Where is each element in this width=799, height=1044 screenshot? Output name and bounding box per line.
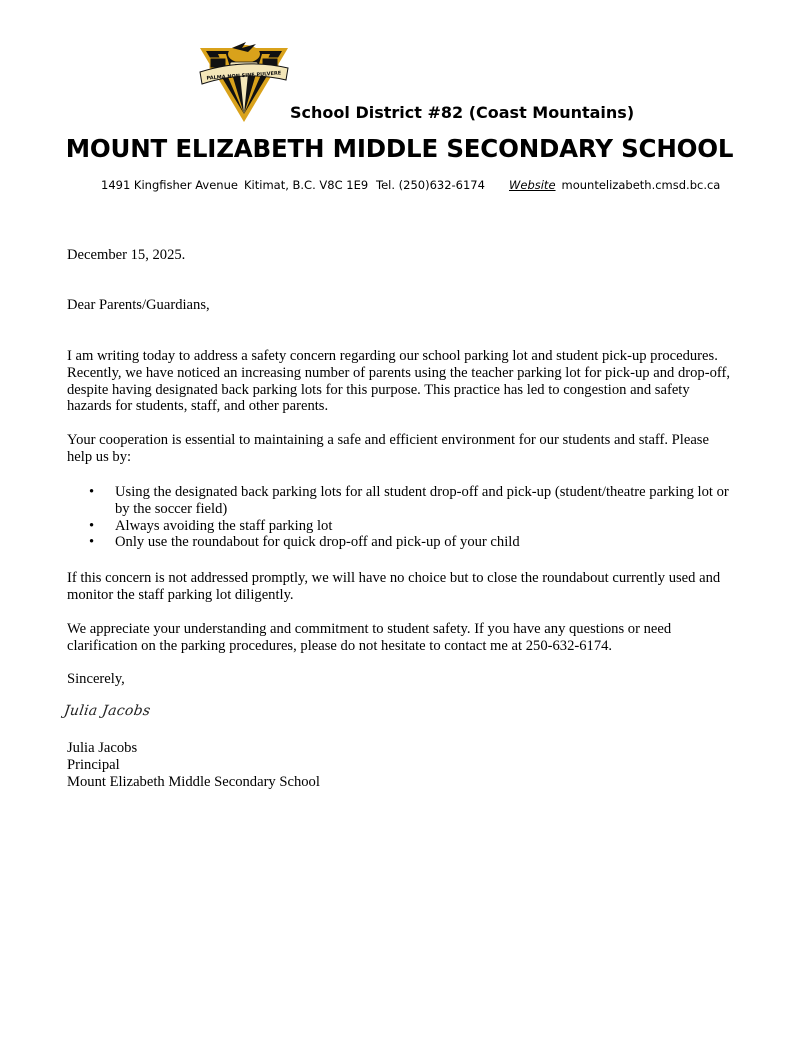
letter-date: December 15, 2025. xyxy=(67,247,186,263)
list-item xyxy=(67,484,737,518)
paragraph-intro: I am writing today to address a safety concern regarding our school parking lot and student pick-up procedures. Recently, we have noticed an increasing number of parents using the teacher parking lot for pick-up and drop-off, despite having designated back parking lots for this purpose. This practice has led to congestion and safety hazards for students, staff, and other parents. xyxy=(67,348,730,415)
svg-text:PALMA NON SINE PULVERE: PALMA NON SINE PULVERE xyxy=(206,70,282,82)
list-item-text: Using the designated back parking lots for all student drop-off and pick-up (student/theatre parking lot or by the soccer field) xyxy=(115,484,729,517)
bullet-icon: • xyxy=(89,534,95,551)
list-item-text: Always avoiding the staff parking lot xyxy=(115,517,333,534)
list-item xyxy=(67,534,737,551)
city-postal: Kitimat, B.C. V8C 1E9 xyxy=(244,178,369,192)
school-crest-icon xyxy=(198,38,290,122)
list-item xyxy=(67,518,737,535)
school-name-heading: MOUNT ELIZABETH MIDDLE SECONDARY SCHOOL xyxy=(65,134,734,163)
closing: Sincerely, xyxy=(67,671,125,687)
signer-name: Julia Jacobs xyxy=(67,740,138,756)
handwritten-signature: Julia Jacobs xyxy=(62,703,152,719)
paragraph-warning: If this concern is not addressed promptly, we will have no choice but to close the roundabout currently used and monitor the staff parking lot diligently. xyxy=(67,570,721,603)
school-crest-logo xyxy=(198,38,290,122)
signer-title: Principal xyxy=(67,757,120,773)
salutation: Dear Parents/Guardians, xyxy=(67,297,210,313)
phone-number: Tel. (250)632-6174 xyxy=(376,178,485,192)
address: 1491 Kingfisher Avenue xyxy=(101,178,238,192)
contact-line xyxy=(101,178,720,192)
paragraph-appreciation: We appreciate your understanding and commitment to student safety. If you have any questions or need clarification on the parking procedures, please do not hesitate to contact me at 250-632-6174. xyxy=(67,621,672,654)
website-url: mountelizabeth.cmsd.bc.ca xyxy=(561,178,721,192)
signer-school: Mount Elizabeth Middle Secondary School xyxy=(67,774,320,790)
request-list xyxy=(67,484,737,551)
district-name: School District #82 (Coast Mountains) xyxy=(290,103,635,122)
bullet-icon: • xyxy=(89,484,95,500)
bullet-icon: • xyxy=(89,517,95,534)
list-item-text: Only use the roundabout for quick drop-off and pick-up of your child xyxy=(115,534,520,551)
website-label: Website xyxy=(509,178,556,192)
paragraph-cooperation: Your cooperation is essential to maintaining a safe and efficient environment for our students and staff. Please help us by: xyxy=(67,432,709,465)
